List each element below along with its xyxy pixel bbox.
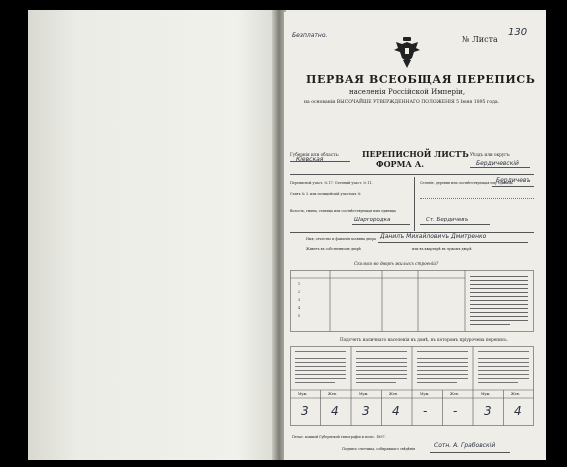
community-value: Ст. Бердичевъ	[426, 217, 469, 223]
counter-signature-line	[430, 452, 510, 453]
settlement-label: Волость, гмина, станица или соотвѣтствующая имъ единица	[290, 209, 396, 213]
form-title: ПЕРЕПИСНОЙ ЛИСТЪ	[362, 149, 469, 159]
building-row-label: 2	[298, 290, 301, 294]
building-row-label: 5	[298, 314, 301, 318]
community-line	[420, 224, 490, 225]
uezd-value: Бердичевскій	[476, 160, 519, 167]
sex-column-header: Муж.	[481, 392, 491, 396]
sex-column-header: Жен.	[389, 392, 398, 396]
guberniya-value: Кіевская	[296, 156, 324, 163]
uezd-label: Уѣздъ или округъ:	[470, 152, 511, 157]
population-count: -	[453, 404, 458, 418]
owner-label: Имя, отчество и фамилія хозяина двора	[306, 237, 377, 241]
counter-signature-label: Подпись счетчика, собиравшаго свѣдѣнія	[342, 447, 416, 451]
imperial-eagle-icon	[392, 36, 422, 70]
census-legal-basis: на основаніи ВЫСОЧАЙШЕ УТВЕРЖДЕННАГО ПОЛОЖЕНІЯ 5 Іюня 1895 года.	[304, 100, 500, 105]
form-subtitle: ФОРМА А.	[376, 159, 425, 169]
sex-column-header: Муж.	[298, 392, 308, 396]
uezd-line	[470, 167, 530, 168]
owner-value: Данилъ Михайловичъ Дмитренко	[380, 233, 487, 240]
sheet-number-value: 130	[508, 27, 528, 38]
tenant-residence-note: или въ квартирѣ въ чужомъ дворѣ	[412, 247, 472, 251]
buildings-question: Сколько во дворѣ жилыхъ строеній?	[354, 261, 439, 266]
population-count: -	[423, 404, 428, 418]
population-count: 4	[392, 404, 400, 418]
population-count: 3	[362, 404, 370, 418]
divider-vertical	[414, 177, 415, 231]
guberniya-label: Губернія или область:	[290, 152, 340, 157]
sex-column-header: Жен.	[328, 392, 337, 396]
owner-line	[378, 242, 528, 243]
census-main-title: ПЕРВАЯ ВСЕОБЩАЯ ПЕРЕПИСЬ	[306, 73, 536, 86]
population-table	[290, 346, 534, 426]
building-row-label: 4	[298, 306, 301, 310]
city-label: Селеніе, деревня или соотвѣтствующая ему единица	[420, 181, 513, 185]
sex-column-header: Жен.	[450, 392, 459, 396]
population-count: 3	[484, 404, 492, 418]
building-row-label: 1	[298, 282, 301, 286]
settlement-line	[352, 224, 410, 225]
owner-residence-note: Живетъ въ собственномъ дворѣ	[306, 247, 362, 251]
population-count: 4	[331, 404, 339, 418]
printer-note: Печат. кошкой Губернской типографіи и поліс. 1897.	[292, 435, 386, 439]
buildings-table	[290, 270, 534, 332]
stan-label: Станъ № 3. или полицейскій участокъ №	[290, 192, 361, 196]
sex-column-header: Жен.	[511, 392, 520, 396]
settlement-value: Шаргородка	[354, 217, 391, 223]
free-label: Безплатно.	[292, 32, 328, 39]
sex-column-header: Муж.	[420, 392, 430, 396]
present-population-caption: Подсчетъ наличнаго населенія въ домѣ, въ которомъ пріурочена перепись.	[340, 337, 508, 342]
city-value: Бердичевъ	[496, 177, 531, 184]
community-dotted-line	[420, 198, 534, 199]
sex-column-header: Муж.	[359, 392, 369, 396]
census-district: Переписной участ. № 17. Счетный участ. № 11.	[290, 181, 373, 185]
population-count: 4	[514, 404, 522, 418]
counter-signature-value: Сотн. А. Грабовскій	[434, 442, 496, 449]
census-form-page	[284, 12, 546, 460]
population-count: 3	[301, 404, 309, 418]
divider-top	[290, 174, 534, 175]
sheet-number-label: № Листа	[462, 35, 498, 44]
building-row-label: 3	[298, 298, 301, 302]
city-line	[492, 186, 534, 187]
blank-left-page	[28, 10, 274, 460]
census-subtitle: населенія Россійской Имперіи,	[349, 88, 466, 96]
